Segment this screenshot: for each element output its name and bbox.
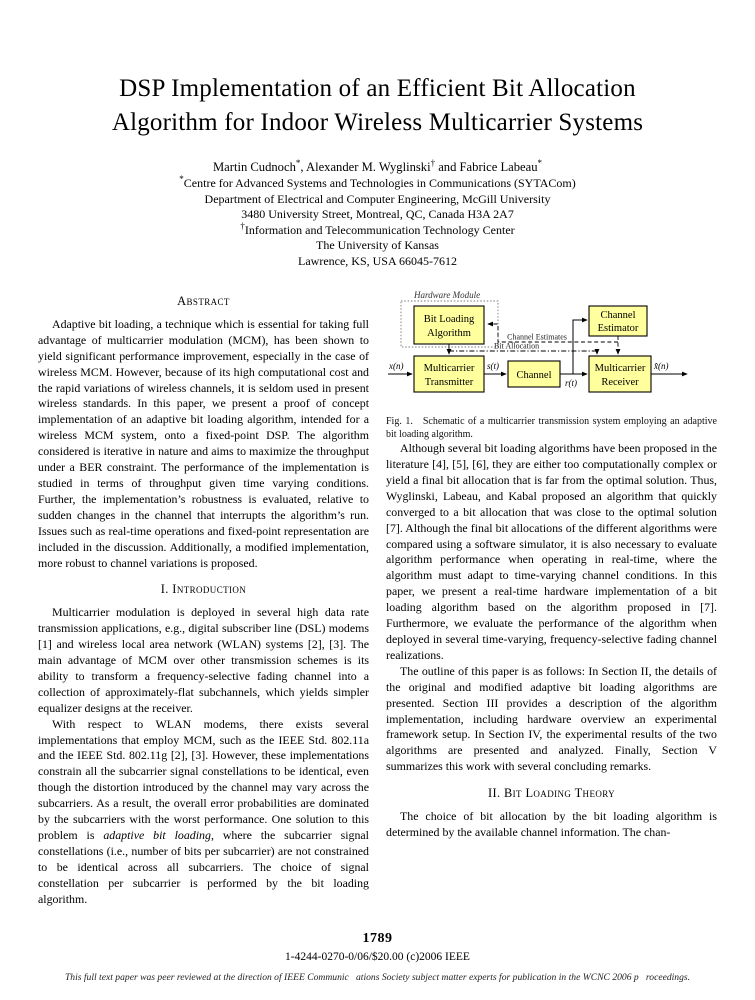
affiliation-line-6: Lawrence, KS, USA 66045-7612 [298,253,457,268]
intro-p2-emphasis: adaptive bit loading [103,828,211,842]
transmitted-signal-label: s(t) [487,361,499,371]
copyright-line: 1-4244-0270-0/06/$20.00 (c)2006 IEEE [285,951,470,963]
title-line-1: DSP Implementation of an Efficient Bit Allocation [119,75,636,102]
paper-title [0,72,755,140]
bit-allocation-label: Bit Allocation [494,341,540,351]
author-line [0,159,755,175]
output-signal-label: x̂(n) [654,361,669,371]
bit-loading-theory-heading: II. Bit Loading Theory [487,786,616,801]
transmitter-label-1: Multicarrier [423,363,475,374]
page-number: 1789 [362,931,393,946]
author-3-mark: * [537,157,543,168]
bit-loading-label-2: Algorithm [427,328,471,339]
channel-estimator-label-1: Channel [600,310,636,321]
affiliation-line-5: The University of Kansas [316,238,439,253]
channel-estimator-label-2: Estimator [597,323,639,334]
figure-1-caption-text: Schematic of a multicarrier transmission system employing an adaptive bit loading algorithm. [386,415,717,440]
affiliations [0,176,755,270]
right-paragraph-2: The outline of this paper is as follows: In Section II, the details of the original and modified adaptive bit loading algorithms are presented. Section III provides a description of the algorithm implementation, including hardware overview an experimental framework setup. In Section IV, the experimental results of the two algorithms are presented and analyzed. Finally, Section V summarizes this work with several concluding remarks. [386,663,717,774]
bit-allocation-to-rx-line [449,351,597,354]
right-column [386,289,717,841]
receiver-label-1: Multicarrier [594,363,646,374]
transmitter-label-2: Transmitter [424,377,474,388]
author-separator-2: and [435,160,460,174]
title-line-2: Algorithm for Indoor Wireless Multicarrier Systems [111,109,644,136]
introduction-paragraph-1: Multicarrier modulation is deployed in several high data rate transmission applications, e.g., digital subscriber line (DSL) modems [1] and wireless local area network (WLAN) systems [2], [3]. The main advantage of MCM over other transmission schemes is its ability to transform a frequency-selective fading channel into a collection of approximately-flat subchannels, which yields simpler equalizer designs at the receiver. [38,605,369,715]
affiliation-1-mark: * [179,174,184,184]
bit-loading-theory-paragraph: The choice of bit allocation by the bit loading algorithm is determined by the available channel information. The chan- [386,809,717,839]
abstract-paragraph: Adaptive bit loading, a technique which is essential for taking full advantage of multicarrier modulation (MCM), has been shown to yield significant performance improvement, especially in the case of wireless MCM. However, because of its high computational cost and the rapid variations of wireless channels, it is seldom used in present wireless standards. In this paper, we present a proof of concept implementation of an adaptive bit loading algorithm, intended for a wireless MCM system, onto a fixed-point DSP. The algorithm considered is iterative in nature and aims to maximize the throughput under a BER constraint. The performance of the implementation is studied in terms of throughput given time varying conditions. Further, the implementation’s robustness is evaluated, relative to sudden changes in the channel that interrupts the algorithm’s run. Issues such as real-time operations and fixed-point representation are included in the discussion. Additionally, a modified implementation, more robust to channel variations is proposed. [38,316,369,570]
receiver-label-2: Receiver [601,377,639,388]
right-paragraph-1: Although several bit loading algorithms have been proposed in the literature [4], [5], [6], they are either too computationally complex or yield a final bit allocation that is far from the optimal solution. Thus, Wyglinski, Labeau, and Kabal proposed an algorithm that quickly converged to a bit allocation that was close to the optimal solution [7]. Although the final bit allocations of the different algorithms were compared using a software simulator, it is also necessary to evaluate algorithm performance when operating in real-time, where the algorithm must adapt to time-varying channel conditions. In this paper, we present a real-time hardware implementation of a bit loading algorithm based on the algorithm proposed in [7]. Furthermore, we evaluate the performance of the algorithm when deployed in several time-varying, frequency-selective fading channel realizations. [386,441,717,662]
author-3: Fabrice Labeau [459,160,538,174]
figure-1-caption-label: Fig. 1. [386,415,413,427]
intro-p2-text: With respect to WLAN modems, there exists several implementations that employ MCM, such as the IEEE Std. 802.11a and the IEEE Std. 802.11g [2], [3]. However, these implementations constrain all the subcarrier signal constellations to be identical, even though the distortion introduced by the channel may vary across the subcarriers. As a result, the overall error probabilities are dominated by the subcarriers with the worst performance. One solution to this problem is [38,716,369,842]
affiliation-line-2: Department of Electrical and Computer Engineering, McGill University [204,191,551,206]
input-signal-label: x(n) [389,361,404,371]
affiliation-line-1: *Centre for Advanced Systems and Technologies in Communications (SYTACom) [179,174,576,190]
left-column [38,294,369,908]
abstract-heading: Abstract [177,294,230,308]
affiliation-line-3: 3480 University Street, Montreal, QC, Canada H3A 2A7 [241,207,514,222]
figure-1-caption [386,416,717,441]
bit-loading-label-1: Bit Loading [423,314,475,325]
author-2-mark: † [430,157,436,168]
intro-p2-text-cont: , where the subcarrier signal constellations (i.e., number of bits per subcarrier) are not constrained to be identical across all subcarriers. The choice of signal constellation per subcarrier is performed by the bit loading algorithm. [38,828,369,906]
figure-1 [386,289,717,441]
received-signal-label: r(t) [565,378,577,388]
system-block-diagram [386,289,717,402]
hardware-module-label: Hardware Module [414,290,481,300]
paper-header [0,72,755,270]
author-1: Martin Cudnoch [212,160,296,174]
channel-estimates-label: Channel Estimates [507,332,567,342]
affiliation-4-mark: † [240,220,245,231]
introduction-paragraph-2 [38,717,369,908]
author-1-mark: * [295,157,301,168]
introduction-heading: I. Introduction [160,582,247,597]
peer-review-note: This full text paper was peer reviewed at the direction of IEEE Communic ations Society subject matter experts for publication in the WCNC 2006 p roceedings. [64,972,691,983]
tap-to-estimator-line [573,320,587,374]
author-separator-1: , [300,160,306,174]
author-2: Alexander M. Wyglinski [305,160,431,174]
channel-label: Channel [516,370,552,381]
affiliation-line-4: †Information and Telecommunication Technology Center [240,220,515,237]
